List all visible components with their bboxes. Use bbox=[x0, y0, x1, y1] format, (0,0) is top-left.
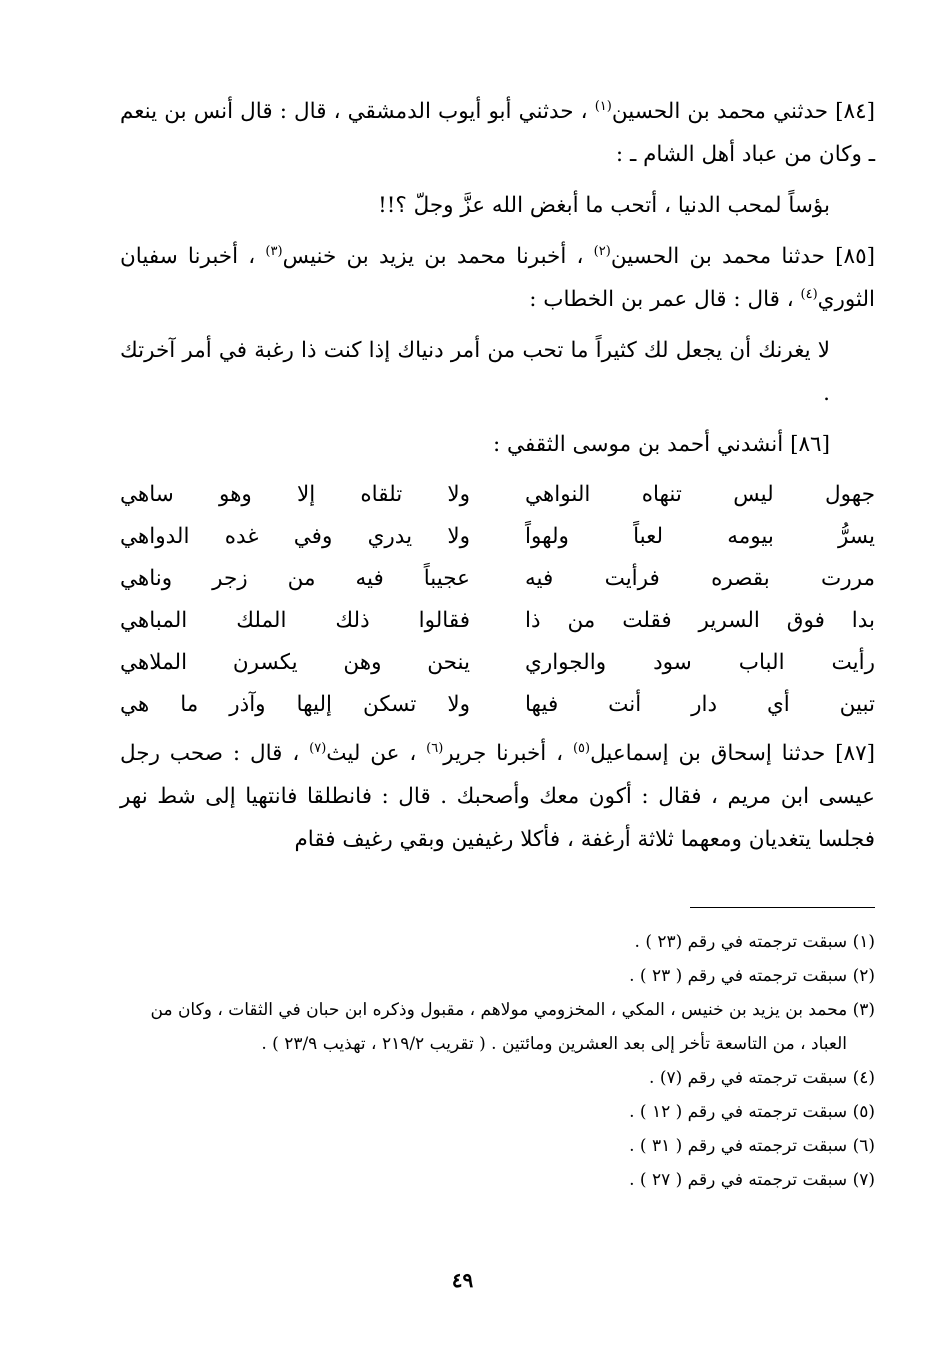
verse-first-half: رأيت الباب سود والجواري bbox=[525, 650, 875, 675]
poem-verse bbox=[120, 558, 875, 600]
text-segment: ، قال : صحب رجل عيسى ابن مريم ، فقال : أكون معك وأصحبك . قال : فانطلقا فانتهيا إلى شط نهر فجلسا يتغديان ومعهما ثلاثة أرغفة ، فأكلا رغيفين وبقي رغيف فقام bbox=[120, 741, 875, 852]
footnote-7: (٧) سبقت ترجمته في رقم ( ٢٧ ) . bbox=[629, 1170, 875, 1190]
text-segment: ، قال : قال عمر بن الخطاب : bbox=[529, 287, 801, 312]
paragraph-86: [٨٦] أنشدني أحمد بن موسى الثقفي : bbox=[492, 432, 830, 457]
footnote-ref[interactable]: (٦) bbox=[426, 740, 444, 756]
main-text bbox=[120, 90, 875, 869]
paragraph-84 bbox=[120, 90, 875, 176]
verse-first-half: يسرُّ بيومه لعباً ولهواً bbox=[525, 524, 875, 549]
footnotes bbox=[120, 925, 875, 1197]
poem-verse bbox=[120, 600, 875, 642]
footnote-6: (٦) سبقت ترجمته في رقم ( ٣١ ) . bbox=[629, 1136, 875, 1156]
text-segment: ، أخبرنا جرير bbox=[443, 741, 573, 766]
footnote-5: (٥) سبقت ترجمته في رقم ( ١٢ ) . bbox=[629, 1102, 875, 1122]
verse-first-half: مررت بقصره فرأيت فيه bbox=[525, 566, 875, 591]
page-number: ٤٩ bbox=[451, 1268, 474, 1292]
text-segment: [٨٤] حدثني محمد بن الحسين bbox=[611, 99, 876, 124]
poem-verse bbox=[120, 474, 875, 516]
footnote-ref[interactable]: (٣) bbox=[265, 243, 283, 259]
footnote-4: (٤) سبقت ترجمته في رقم (٧) . bbox=[649, 1068, 875, 1088]
text-segment: [٨٧] حدثنا إسحاق بن إسماعيل bbox=[590, 741, 876, 766]
footnote-ref[interactable]: (٤) bbox=[800, 286, 818, 302]
verse-first-half: تبين أي دار أنت فيها bbox=[525, 692, 875, 717]
footnote-ref[interactable]: (٢) bbox=[593, 243, 611, 259]
text-segment: ، أخبرنا سفيان الثوري bbox=[120, 244, 875, 312]
text-segment: [٨٥] حدثنا محمد بن الحسين bbox=[610, 244, 876, 269]
footnote-2: (٢) سبقت ترجمته في رقم ( ٢٣ ) . bbox=[629, 966, 875, 986]
text-segment: ، أخبرنا محمد بن يزيد بن خنيس bbox=[282, 244, 594, 269]
verse-second-half: ولا يدري وفي غده الدواهي bbox=[120, 524, 470, 549]
quote-84: بؤساً لمحب الدنيا ، أتحب ما أبغض الله عزَّ وجلّ ؟!! bbox=[378, 193, 830, 218]
poem-verse bbox=[120, 516, 875, 558]
text-segment: ، حدثني أبو أيوب الدمشقي ، قال : قال أنس بن ينعم ـ وكان من عباد أهل الشام ـ : bbox=[120, 99, 875, 167]
footnote-ref[interactable]: (١) bbox=[594, 98, 612, 114]
footnote-divider bbox=[690, 907, 875, 908]
verse-first-half: جهول ليس تنهاه النواهي bbox=[525, 482, 875, 507]
footnote-3: (٣) محمد بن يزيد بن خنيس ، المكي ، المخزومي مولاهم ، مقبول وذكره ابن حبان في الثقات ، وكان من العباد ، من التاسعة تأخر إلى بعد العشرين ومائتين . ( تقريب ٢١٩/٢ ، تهذيب ٢٣/٩ ) . bbox=[150, 1000, 875, 1054]
verse-first-half: بدا فوق السرير فقلت من ذا bbox=[525, 608, 875, 633]
footnote-ref[interactable]: (٧) bbox=[309, 740, 327, 756]
paragraph-87 bbox=[120, 732, 875, 861]
text-segment: ، عن ليث bbox=[326, 741, 427, 766]
footnote-1: (١) سبقت ترجمته في رقم (٢٣ ) . bbox=[634, 932, 875, 952]
verse-second-half: ولا تلقاه إلا وهو ساهي bbox=[120, 482, 470, 507]
verse-second-half: ولا تسكن إليها وآذر ما هي bbox=[120, 692, 470, 717]
poem bbox=[120, 474, 875, 726]
poem-verse bbox=[120, 684, 875, 726]
quote-85: لا يغرنك أن يجعل لك كثيراً ما تحب من أمر دنياك إذا كنت ذا رغبة في أمر آخرتك . bbox=[120, 338, 830, 406]
paragraph-85 bbox=[120, 235, 875, 321]
verse-second-half: فقالوا ذلك الملك المباهي bbox=[120, 608, 470, 633]
poem-verse bbox=[120, 642, 875, 684]
verse-second-half: عجيباً فيه من زجر وناهي bbox=[120, 566, 470, 591]
verse-second-half: ينحن وهن يكسرن الملاهي bbox=[120, 650, 470, 675]
footnote-ref[interactable]: (٥) bbox=[572, 740, 591, 756]
